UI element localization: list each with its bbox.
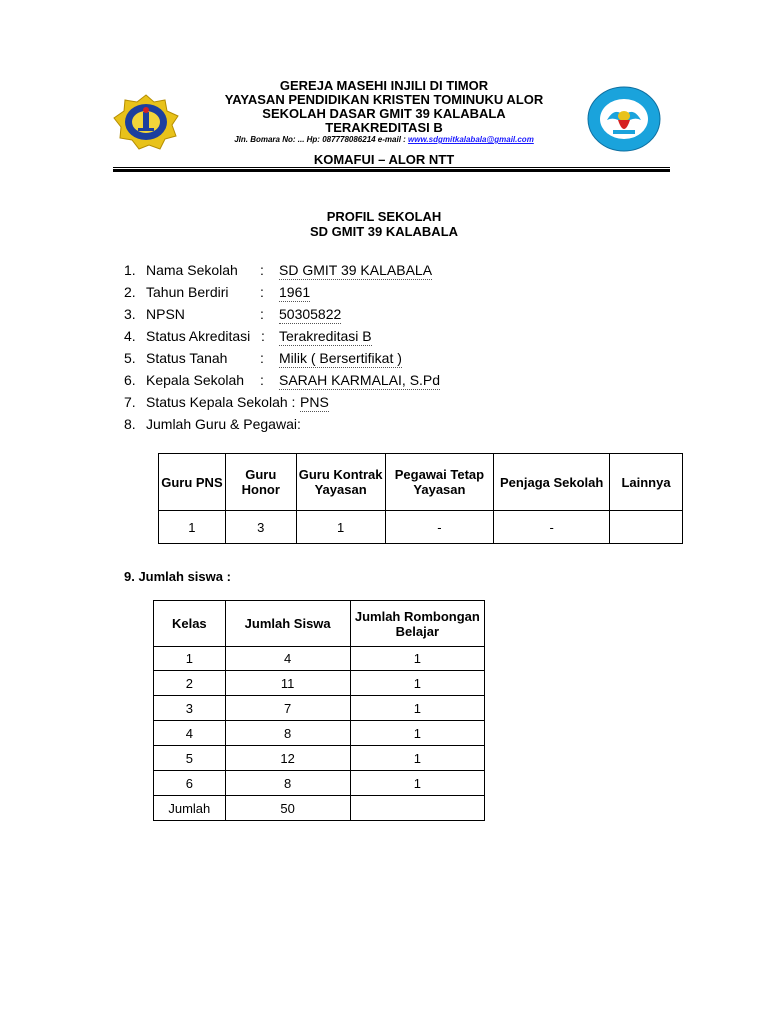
table-cell: 11 xyxy=(225,671,350,696)
table-cell: 5 xyxy=(154,746,226,771)
table-cell: 1 xyxy=(350,746,484,771)
students-table xyxy=(153,600,485,821)
item-label: Kepala Sekolah xyxy=(146,372,245,388)
column-header: Guru Honor xyxy=(225,454,296,511)
table-cell: 1 xyxy=(350,771,484,796)
table-total-row xyxy=(154,796,485,821)
header-rule-thin xyxy=(113,167,670,168)
table-row xyxy=(154,771,485,796)
item-number: 8. xyxy=(124,416,136,432)
table-cell: 3 xyxy=(154,696,226,721)
table-cell: 4 xyxy=(225,647,350,671)
table-cell: Jumlah xyxy=(154,796,226,821)
item-label: Tahun Berdiri xyxy=(146,284,229,300)
table-cell: 1 xyxy=(159,511,226,544)
table-cell: 1 xyxy=(350,721,484,746)
item-number: 1. xyxy=(124,262,136,278)
item-number: 5. xyxy=(124,350,136,366)
section-heading: 9. Jumlah siswa : xyxy=(124,569,231,584)
item-value: Terakreditasi B xyxy=(279,328,372,344)
accreditation-header: TERAKREDITASI B xyxy=(325,120,443,135)
table-cell xyxy=(350,796,484,821)
table-row xyxy=(154,721,485,746)
email-link[interactable]: www.sdgmitkalabala@gmail.com xyxy=(408,135,534,144)
item-number: 3. xyxy=(124,306,136,322)
table-cell: 6 xyxy=(154,771,226,796)
item-label: NPSN xyxy=(146,306,185,322)
item-label: Status Tanah xyxy=(146,350,228,366)
table-cell: - xyxy=(385,511,494,544)
table-row xyxy=(154,647,485,671)
table-row xyxy=(154,746,485,771)
table-cell xyxy=(610,511,683,544)
table-header-row xyxy=(159,454,683,511)
item-value: Milik ( Bersertifikat ) xyxy=(279,350,402,366)
item-value: SARAH KARMALAI, S.Pd xyxy=(279,372,441,388)
item-number: 6. xyxy=(124,372,136,388)
foundation-name: YAYASAN PENDIDIKAN KRISTEN TOMINUKU ALOR xyxy=(224,92,544,107)
item-value: 1961 xyxy=(279,284,311,300)
region-line: KOMAFUI – ALOR NTT xyxy=(313,152,455,167)
column-header: Pegawai Tetap Yayasan xyxy=(385,454,494,511)
header-rule-thick xyxy=(113,169,670,172)
item-number: 2. xyxy=(124,284,136,300)
item-colon: : xyxy=(260,284,264,300)
table-cell: 1 xyxy=(296,511,385,544)
item-colon: : xyxy=(260,350,264,366)
table-cell: 1 xyxy=(154,647,226,671)
item-number: 7. xyxy=(124,394,136,410)
table-cell: 1 xyxy=(350,671,484,696)
table-cell: - xyxy=(494,511,610,544)
document-subtitle: SD GMIT 39 KALABALA xyxy=(309,224,459,239)
table-cell: 50 xyxy=(225,796,350,821)
item-colon: : xyxy=(260,372,264,388)
table-cell: 7 xyxy=(225,696,350,721)
table-header-row xyxy=(154,601,485,647)
item-value: PNS xyxy=(300,394,329,410)
column-header: Jumlah Rombongan Belajar xyxy=(350,601,484,647)
table-row xyxy=(154,671,485,696)
table-cell: 1 xyxy=(350,696,484,721)
item-value: SD GMIT 39 KALABALA xyxy=(279,262,433,278)
table-cell: 12 xyxy=(225,746,350,771)
column-header: Penjaga Sekolah xyxy=(494,454,610,511)
church-name: GEREJA MASEHI INJILI DI TIMOR xyxy=(279,78,489,93)
table-cell: 1 xyxy=(350,647,484,671)
school-name-header: SEKOLAH DASAR GMIT 39 KALABALA xyxy=(262,106,506,121)
item-colon: : xyxy=(260,306,264,322)
table-cell: 8 xyxy=(225,771,350,796)
table-cell: 8 xyxy=(225,721,350,746)
column-header: Jumlah Siswa xyxy=(225,601,350,647)
table-cell: 3 xyxy=(225,511,296,544)
column-header: Kelas xyxy=(154,601,226,647)
item-colon: : xyxy=(261,328,265,344)
item-label: Status Akreditasi xyxy=(146,328,251,344)
table-cell: 4 xyxy=(154,721,226,746)
item-colon: : xyxy=(260,262,264,278)
staff-table xyxy=(158,453,683,544)
address-line xyxy=(0,135,768,145)
item-label: Status Kepala Sekolah : xyxy=(146,394,296,410)
column-header: Guru Kontrak Yayasan xyxy=(296,454,385,511)
table-row xyxy=(154,696,485,721)
column-header: Lainnya xyxy=(610,454,683,511)
item-label: Jumlah Guru & Pegawai: xyxy=(146,416,301,432)
address-text: Jln. Bomara No: ... Hp: 087778086214 e-mail : xyxy=(234,135,409,144)
table-cell: 2 xyxy=(154,671,226,696)
document-title: PROFIL SEKOLAH xyxy=(326,209,442,224)
column-header: Guru PNS xyxy=(159,454,226,511)
table-row xyxy=(159,511,683,544)
item-label: Nama Sekolah xyxy=(146,262,238,278)
item-value: 50305822 xyxy=(279,306,342,322)
item-number: 4. xyxy=(124,328,136,344)
